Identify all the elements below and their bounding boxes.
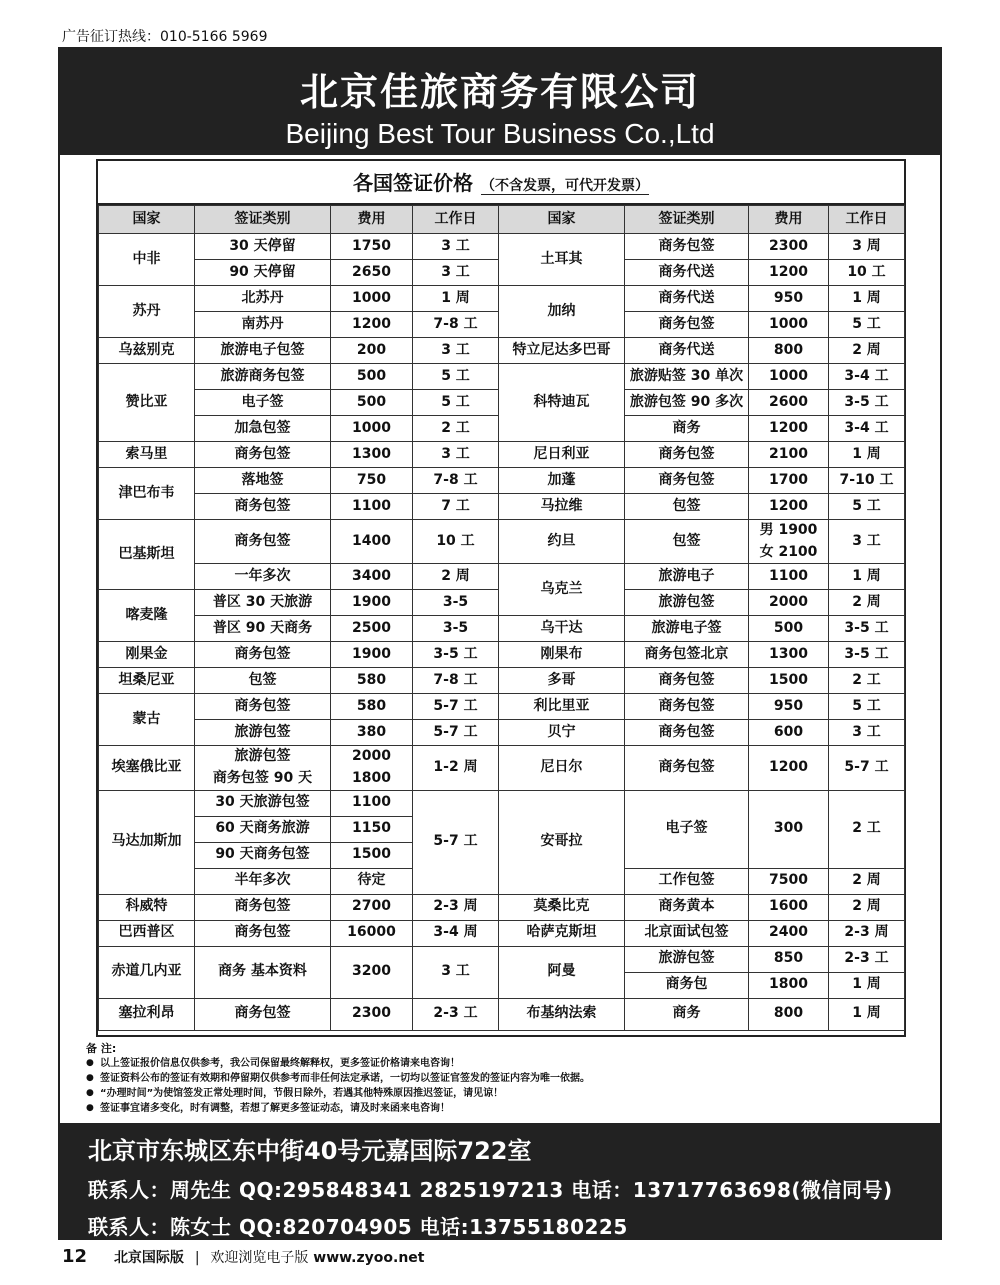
days-cell: 2 周 bbox=[829, 894, 905, 920]
address: 北京市东城区东中街40号元嘉国际722室 bbox=[88, 1137, 532, 1165]
visa-type-cell: 商务包签 bbox=[625, 468, 749, 494]
visa-type-cell: 一年多次 bbox=[195, 564, 331, 590]
visa-type-cell: 旅游包签 bbox=[195, 720, 331, 746]
visa-type-cell: 商务包签北京 bbox=[625, 642, 749, 668]
days-cell: 3 工 bbox=[413, 234, 499, 260]
fee-cell: 1700 bbox=[749, 468, 829, 494]
country-cell: 贝宁 bbox=[499, 720, 625, 746]
table-row bbox=[99, 564, 905, 590]
fee-cell: 7500 bbox=[749, 868, 829, 894]
edition-label: 北京国际版 bbox=[113, 1250, 184, 1266]
fee-cell: 1200 bbox=[749, 746, 829, 790]
country-cell: 加蓬 bbox=[499, 468, 625, 494]
country-cell: 乌兹别克 bbox=[99, 338, 195, 364]
table-row bbox=[99, 494, 905, 520]
notes-title: 备 注: bbox=[86, 1042, 117, 1055]
fee-cell: 1200 bbox=[749, 416, 829, 442]
days-cell: 10 工 bbox=[413, 520, 499, 564]
fee-cell: 800 bbox=[749, 338, 829, 364]
col-header: 国家 bbox=[499, 206, 625, 234]
visa-type-cell: 商务包签 bbox=[195, 920, 331, 946]
days-cell: 3-5 工 bbox=[413, 642, 499, 668]
visa-type-cell: 商务包签 bbox=[195, 694, 331, 720]
visa-price-table bbox=[98, 205, 905, 1031]
fee-cell: 待定 bbox=[331, 868, 413, 894]
days-cell: 3 周 bbox=[829, 234, 905, 260]
table-row bbox=[99, 442, 905, 468]
country-cell: 塞拉利昂 bbox=[99, 998, 195, 1030]
country-cell: 索马里 bbox=[99, 442, 195, 468]
fee-cell: 850 bbox=[749, 946, 829, 972]
country-cell: 利比里亚 bbox=[499, 694, 625, 720]
country-cell: 土耳其 bbox=[499, 234, 625, 286]
days-cell: 10 工 bbox=[829, 260, 905, 286]
days-cell: 7-10 工 bbox=[829, 468, 905, 494]
days-cell: 5-7 工 bbox=[413, 720, 499, 746]
table-row bbox=[99, 946, 905, 972]
col-header: 国家 bbox=[99, 206, 195, 234]
fee-cell: 1600 bbox=[749, 894, 829, 920]
days-cell: 5-7 工 bbox=[829, 746, 905, 790]
fee-cell: 580 bbox=[331, 668, 413, 694]
days-cell: 5 工 bbox=[829, 494, 905, 520]
visa-type-cell: 商务包签 bbox=[195, 494, 331, 520]
fee-cell: 2000 bbox=[749, 590, 829, 616]
fee-cell: 1100 bbox=[331, 790, 413, 816]
country-cell: 安哥拉 bbox=[499, 790, 625, 894]
table-row bbox=[99, 998, 905, 1030]
days-cell: 1 周 bbox=[413, 286, 499, 312]
website-link[interactable]: www.zyoo.net bbox=[313, 1250, 425, 1266]
days-cell: 3 工 bbox=[413, 338, 499, 364]
fee-cell: 2600 bbox=[749, 390, 829, 416]
fee-cell: 1100 bbox=[331, 494, 413, 520]
visa-type-cell: 旅游包签 90 多次 bbox=[625, 390, 749, 416]
days-cell: 2 周 bbox=[829, 868, 905, 894]
fee-cell: 1000 bbox=[749, 364, 829, 390]
fee-cell: 1300 bbox=[749, 642, 829, 668]
visa-type-cell: 商务代送 bbox=[625, 286, 749, 312]
fee-cell: 380 bbox=[331, 720, 413, 746]
country-cell: 加纳 bbox=[499, 286, 625, 338]
fee-cell: 16000 bbox=[331, 920, 413, 946]
days-cell: 3-5 工 bbox=[829, 390, 905, 416]
days-cell: 1 周 bbox=[829, 998, 905, 1030]
country-cell: 刚果布 bbox=[499, 642, 625, 668]
days-cell: 2 周 bbox=[829, 590, 905, 616]
table-row bbox=[99, 746, 905, 790]
visa-type-cell: 商务代送 bbox=[625, 260, 749, 286]
footer-separator: | bbox=[194, 1250, 200, 1266]
fee-cell: 1300 bbox=[331, 442, 413, 468]
visa-type-cell: 商务包签 bbox=[625, 442, 749, 468]
visa-type-cell: 南苏丹 bbox=[195, 312, 331, 338]
days-cell: 3 工 bbox=[413, 442, 499, 468]
visa-type-cell: 商务包 bbox=[625, 972, 749, 998]
days-cell: 3-5 bbox=[413, 590, 499, 616]
visa-type-cell: 商务包签 bbox=[195, 642, 331, 668]
fee-cell: 1200 bbox=[749, 260, 829, 286]
fee-cell: 1000 bbox=[749, 312, 829, 338]
visa-type-cell: 旅游贴签 30 单次 bbox=[625, 364, 749, 390]
country-cell: 科特迪瓦 bbox=[499, 364, 625, 442]
fee-cell: 580 bbox=[331, 694, 413, 720]
col-header: 工作日 bbox=[413, 206, 499, 234]
visa-type-cell: 商务包签 bbox=[195, 520, 331, 564]
visa-type-cell: 商务包签 bbox=[625, 720, 749, 746]
country-cell: 科威特 bbox=[99, 894, 195, 920]
visa-type-cell: 包签 bbox=[625, 494, 749, 520]
visa-type-cell: 30 天停留 bbox=[195, 234, 331, 260]
days-cell: 1 周 bbox=[829, 564, 905, 590]
fee-female: 女 2100 bbox=[759, 543, 818, 560]
page-frame bbox=[58, 47, 942, 1240]
days-cell: 3 工 bbox=[413, 260, 499, 286]
visa-type-cell: 商务包签 bbox=[195, 894, 331, 920]
fee-line: 2000 bbox=[352, 748, 391, 765]
country-cell: 赤道几内亚 bbox=[99, 946, 195, 998]
days-cell: 3-5 工 bbox=[829, 642, 905, 668]
fee-cell: 800 bbox=[749, 998, 829, 1030]
fee-cell: 600 bbox=[749, 720, 829, 746]
days-cell: 2 周 bbox=[829, 338, 905, 364]
table-header-row bbox=[99, 206, 905, 234]
visa-type-cell: 普区 30 天旅游 bbox=[195, 590, 331, 616]
visa-type-cell: 旅游电子 bbox=[625, 564, 749, 590]
days-cell: 7 工 bbox=[413, 494, 499, 520]
country-cell: 苏丹 bbox=[99, 286, 195, 338]
visa-type-cell: 旅游商务包签 bbox=[195, 364, 331, 390]
visa-type-cell: 商务 基本资料 bbox=[195, 946, 331, 998]
fee-cell: 950 bbox=[749, 286, 829, 312]
visa-type-cell: 90 天停留 bbox=[195, 260, 331, 286]
visa-type-cell: 30 天旅游包签 bbox=[195, 790, 331, 816]
visa-type-cell: 包签 bbox=[195, 668, 331, 694]
days-cell: 3-4 工 bbox=[829, 416, 905, 442]
visa-type-cell: 普区 90 天商务 bbox=[195, 616, 331, 642]
col-header: 签证类别 bbox=[195, 206, 331, 234]
visa-price-panel bbox=[96, 159, 906, 1037]
fee-cell: 1750 bbox=[331, 234, 413, 260]
country-cell: 蒙古 bbox=[99, 694, 195, 746]
country-cell: 刚果金 bbox=[99, 642, 195, 668]
table-row bbox=[99, 616, 905, 642]
days-cell: 2 工 bbox=[413, 416, 499, 442]
fee-line: 1800 bbox=[352, 770, 391, 787]
days-cell: 5 工 bbox=[829, 694, 905, 720]
visa-type-cell: 北苏丹 bbox=[195, 286, 331, 312]
fee-cell: 2100 bbox=[749, 442, 829, 468]
days-cell: 5 工 bbox=[413, 364, 499, 390]
visa-type-cell: 90 天商务包签 bbox=[195, 842, 331, 868]
visa-type-cell: 旅游包签 bbox=[625, 590, 749, 616]
visa-type-cell: 旅游电子包签 bbox=[195, 338, 331, 364]
visa-type-cell: 商务代送 bbox=[625, 338, 749, 364]
country-cell: 尼日利亚 bbox=[499, 442, 625, 468]
visa-type-cell: 加急包签 bbox=[195, 416, 331, 442]
country-cell: 喀麦隆 bbox=[99, 590, 195, 642]
fee-cell: 1900 bbox=[331, 642, 413, 668]
days-cell: 1 周 bbox=[829, 972, 905, 998]
days-cell: 5 工 bbox=[413, 390, 499, 416]
country-cell: 乌干达 bbox=[499, 616, 625, 642]
days-cell: 2-3 工 bbox=[829, 946, 905, 972]
country-cell: 哈萨克斯坦 bbox=[499, 920, 625, 946]
country-cell: 赞比亚 bbox=[99, 364, 195, 442]
visa-type-cell: 商务 bbox=[625, 998, 749, 1030]
note-item: ● “办理时间”为使馆签发正常处理时间，节假日除外，若遇其他特殊原因推迟签证，请见谅！ bbox=[86, 1086, 590, 1101]
fee-cell: 1100 bbox=[749, 564, 829, 590]
col-header: 签证类别 bbox=[625, 206, 749, 234]
table-row bbox=[99, 694, 905, 720]
visa-type-cell: 旅游电子签 bbox=[625, 616, 749, 642]
country-cell: 布基纳法索 bbox=[499, 998, 625, 1030]
fee-cell: 3200 bbox=[331, 946, 413, 998]
contact-chen: 联系人：陈女士 QQ:820704905 电话:13755180225 bbox=[88, 1215, 628, 1239]
table-row bbox=[99, 894, 905, 920]
country-cell: 尼日尔 bbox=[499, 746, 625, 790]
fee-cell: 2500 bbox=[331, 616, 413, 642]
notes-section bbox=[86, 1041, 590, 1116]
table-row bbox=[99, 920, 905, 946]
days-cell: 2 工 bbox=[829, 668, 905, 694]
page-number: 12 bbox=[62, 1246, 88, 1267]
country-cell: 约旦 bbox=[499, 520, 625, 564]
fee-cell: 1900 bbox=[331, 590, 413, 616]
days-cell: 3 工 bbox=[829, 720, 905, 746]
days-cell: 2 工 bbox=[829, 790, 905, 868]
visa-type-cell: 商务黄本 bbox=[625, 894, 749, 920]
fee-cell: 1800 bbox=[749, 972, 829, 998]
col-header: 工作日 bbox=[829, 206, 905, 234]
days-cell: 3-4 工 bbox=[829, 364, 905, 390]
col-header: 费用 bbox=[331, 206, 413, 234]
fee-cell: 750 bbox=[331, 468, 413, 494]
col-header: 费用 bbox=[749, 206, 829, 234]
contact-panel bbox=[60, 1123, 940, 1238]
fee-cell: 1400 bbox=[331, 520, 413, 564]
days-cell: 2 周 bbox=[413, 564, 499, 590]
table-title bbox=[98, 161, 904, 205]
country-cell: 坦桑尼亚 bbox=[99, 668, 195, 694]
country-cell: 多哥 bbox=[499, 668, 625, 694]
country-cell: 巴基斯坦 bbox=[99, 520, 195, 590]
visa-type-cell bbox=[195, 746, 331, 790]
fee-cell: 500 bbox=[331, 364, 413, 390]
table-row bbox=[99, 668, 905, 694]
fee-cell: 200 bbox=[331, 338, 413, 364]
visa-type-line: 商务包签 90 天 bbox=[212, 770, 313, 787]
visa-type-cell: 60 天商务旅游 bbox=[195, 816, 331, 842]
table-title-text: 各国签证价格 bbox=[353, 171, 473, 195]
company-name-cn: 北京佳旅商务有限公司 bbox=[299, 70, 700, 114]
fee-cell: 2300 bbox=[749, 234, 829, 260]
welcome-text: 欢迎浏览电子版 bbox=[210, 1250, 309, 1266]
fee-cell: 2700 bbox=[331, 894, 413, 920]
note-item: ● 签证事宜诸多变化，时有调整，若想了解更多签证动态，请及时来函来电咨询！ bbox=[86, 1101, 590, 1116]
days-cell: 1-2 周 bbox=[413, 746, 499, 790]
country-cell: 津巴布韦 bbox=[99, 468, 195, 520]
visa-type-cell: 半年多次 bbox=[195, 868, 331, 894]
days-cell: 7-8 工 bbox=[413, 668, 499, 694]
fee-male: 男 1900 bbox=[759, 522, 818, 538]
fee-cell: 500 bbox=[331, 390, 413, 416]
visa-type-cell: 包签 bbox=[625, 520, 749, 564]
visa-type-cell: 工作包签 bbox=[625, 868, 749, 894]
table-row bbox=[99, 468, 905, 494]
contact-zhou: 联系人：周先生 QQ:295848341 2825197213 电话：13717763698(微信同号) bbox=[88, 1178, 893, 1202]
fee-cell: 1500 bbox=[749, 668, 829, 694]
fee-cell: 1150 bbox=[331, 816, 413, 842]
country-cell: 阿曼 bbox=[499, 946, 625, 998]
fee-cell: 2400 bbox=[749, 920, 829, 946]
fee-cell: 950 bbox=[749, 694, 829, 720]
visa-type-line: 旅游包签 bbox=[234, 748, 291, 765]
fee-cell: 300 bbox=[749, 790, 829, 868]
days-cell: 2-3 周 bbox=[413, 894, 499, 920]
company-name-en: Beijing Best Tour Business Co.,Ltd bbox=[285, 118, 715, 149]
visa-type-cell: 商务包签 bbox=[195, 442, 331, 468]
note-item: ● 签证资料公布的签证有效期和停留期仅供参考而非任何法定承诺，一切均以签证官签发的签证内容为唯一依据。 bbox=[86, 1071, 590, 1086]
visa-type-cell: 商务包签 bbox=[625, 746, 749, 790]
country-cell: 特立尼达多巴哥 bbox=[499, 338, 625, 364]
fee-cell: 1200 bbox=[331, 312, 413, 338]
table-row bbox=[99, 338, 905, 364]
fee-cell: 2650 bbox=[331, 260, 413, 286]
days-cell: 7-8 工 bbox=[413, 468, 499, 494]
fee-cell: 1200 bbox=[749, 494, 829, 520]
country-cell: 中非 bbox=[99, 234, 195, 286]
visa-type-cell: 商务包签 bbox=[625, 312, 749, 338]
days-cell: 3 工 bbox=[829, 520, 905, 564]
days-cell: 2-3 周 bbox=[829, 920, 905, 946]
table-row bbox=[99, 234, 905, 260]
visa-type-cell: 商务包签 bbox=[195, 998, 331, 1030]
note-item: ● 以上签证报价信息仅供参考，我公司保留最终解释权，更多签证价格请来电咨询！ bbox=[86, 1056, 590, 1071]
table-row bbox=[99, 642, 905, 668]
days-cell: 3 工 bbox=[413, 946, 499, 998]
country-cell: 马达加斯加 bbox=[99, 790, 195, 894]
visa-type-cell: 旅游包签 bbox=[625, 946, 749, 972]
days-cell: 7-8 工 bbox=[413, 312, 499, 338]
visa-type-cell: 落地签 bbox=[195, 468, 331, 494]
fee-cell: 1000 bbox=[331, 416, 413, 442]
visa-type-cell: 电子签 bbox=[625, 790, 749, 868]
days-cell: 5-7 工 bbox=[413, 790, 499, 894]
company-header bbox=[60, 49, 940, 155]
visa-type-cell: 商务包签 bbox=[625, 668, 749, 694]
fee-cell: 2300 bbox=[331, 998, 413, 1030]
visa-type-cell: 商务 bbox=[625, 416, 749, 442]
table-row bbox=[99, 790, 905, 816]
fee-cell: 500 bbox=[749, 616, 829, 642]
notes-list bbox=[86, 1056, 590, 1116]
visa-type-cell: 北京面试包签 bbox=[625, 920, 749, 946]
fee-cell bbox=[749, 520, 829, 564]
days-cell: 2-3 工 bbox=[413, 998, 499, 1030]
fee-cell bbox=[331, 746, 413, 790]
ad-hotline: 广告征订热线：010-5166 5969 bbox=[62, 29, 268, 45]
table-row bbox=[99, 520, 905, 564]
country-cell: 埃塞俄比亚 bbox=[99, 746, 195, 790]
table-row bbox=[99, 720, 905, 746]
days-cell: 1 周 bbox=[829, 286, 905, 312]
days-cell: 3-5 bbox=[413, 616, 499, 642]
table-subtitle: （不含发票，可代开发票） bbox=[481, 178, 649, 194]
fee-cell: 1000 bbox=[331, 286, 413, 312]
days-cell: 5 工 bbox=[829, 312, 905, 338]
visa-type-cell: 商务包签 bbox=[625, 234, 749, 260]
table-row bbox=[99, 364, 905, 390]
table-row bbox=[99, 286, 905, 312]
fee-cell: 3400 bbox=[331, 564, 413, 590]
country-cell: 马拉维 bbox=[499, 494, 625, 520]
fee-cell: 1500 bbox=[331, 842, 413, 868]
days-cell: 1 周 bbox=[829, 442, 905, 468]
visa-type-cell: 电子签 bbox=[195, 390, 331, 416]
visa-type-cell: 商务包签 bbox=[625, 694, 749, 720]
country-cell: 乌克兰 bbox=[499, 564, 625, 616]
page-footer bbox=[62, 1246, 425, 1267]
days-cell: 5-7 工 bbox=[413, 694, 499, 720]
days-cell: 3-5 工 bbox=[829, 616, 905, 642]
country-cell: 巴西普区 bbox=[99, 920, 195, 946]
country-cell: 莫桑比克 bbox=[499, 894, 625, 920]
days-cell: 3-4 周 bbox=[413, 920, 499, 946]
